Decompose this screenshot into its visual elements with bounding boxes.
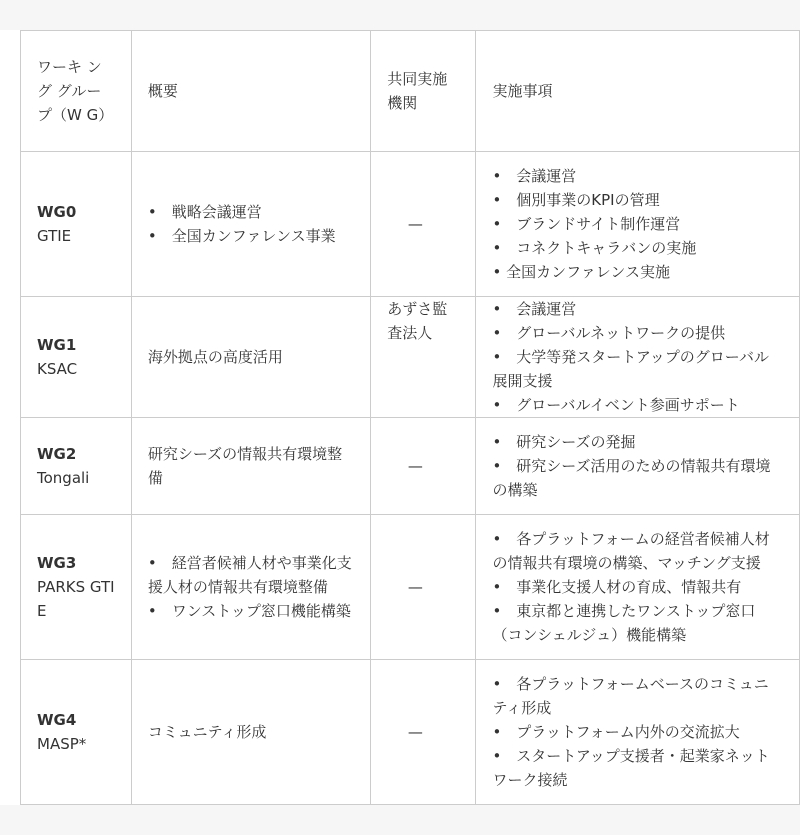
list-item: • ワンストップ窓口機能構築	[147, 602, 351, 620]
list-item: • グローバルイベント参画サポート	[492, 396, 740, 414]
header-partner: 共同実施機関	[371, 31, 476, 152]
list-item: • 事業化支援人材の育成、情報共有	[492, 578, 742, 596]
activities-cell	[476, 152, 800, 297]
table-row	[21, 297, 800, 418]
wg-cell	[21, 660, 132, 805]
header-activities: 実施事項	[476, 31, 800, 152]
wg-org: PARKS GTIE	[37, 578, 115, 620]
list-item: • 全国カンファレンス実施	[492, 263, 670, 281]
overview-cell	[131, 152, 370, 297]
activities-cell	[476, 297, 800, 418]
wg-code: WG4	[37, 711, 77, 729]
table-row	[21, 152, 800, 297]
wg-table	[20, 30, 800, 805]
list-item: • 東京都と連携したワンストップ窓口（コンシェルジュ）機能構築	[492, 602, 756, 644]
list-item: • グローバルネットワークの提供	[492, 324, 726, 342]
partner-value: —	[407, 578, 423, 596]
partner-cell	[371, 418, 476, 515]
list-item: コミュニティ形成	[147, 723, 267, 741]
activities-cell	[476, 660, 800, 805]
wg-code: WG2	[37, 445, 77, 463]
wg-code: WG0	[37, 203, 77, 221]
wg-org: GTIE	[37, 227, 72, 245]
wg-cell	[21, 152, 132, 297]
overview-cell	[131, 418, 370, 515]
list-item: • 全国カンファレンス事業	[147, 227, 336, 245]
wg-cell	[21, 297, 132, 418]
wg-cell	[21, 418, 132, 515]
partner-value: —	[407, 457, 423, 475]
list-item: • ブランドサイト制作運営	[492, 215, 681, 233]
wg-cell	[21, 515, 132, 660]
partner-cell	[371, 297, 476, 418]
partner-cell	[371, 152, 476, 297]
wg-org: MASP*	[37, 735, 87, 753]
list-item: • 戦略会議運営	[147, 203, 262, 221]
header-overview: 概要	[131, 31, 370, 152]
table-header-row	[21, 31, 800, 152]
table-row	[21, 418, 800, 515]
wg-org: KSAC	[37, 360, 78, 378]
partner-value: —	[407, 723, 423, 741]
list-item: • 経営者候補人材や事業化支援人材の情報共有環境整備	[147, 554, 352, 596]
list-item: • 個別事業のKPIの管理	[492, 191, 660, 209]
table-row	[21, 515, 800, 660]
partner-value: —	[407, 215, 423, 233]
activities-cell	[476, 418, 800, 515]
list-item: • スタートアップ支援者・起業家ネットワーク接続	[492, 747, 770, 789]
list-item: 研究シーズの情報共有環境整備	[147, 445, 343, 487]
wg-org: Tongali	[37, 469, 90, 487]
header-wg: ワーキ ング グループ（W G）	[21, 31, 132, 152]
list-item: • 研究シーズ活用のための情報共有環境の構築	[492, 457, 771, 499]
list-item: • 研究シーズの発掘	[492, 433, 636, 451]
table-row	[21, 660, 800, 805]
list-item: • 会議運営	[492, 167, 577, 185]
partner-cell	[371, 660, 476, 805]
list-item: • コネクトキャラバンの実施	[492, 239, 697, 257]
overview-cell	[131, 515, 370, 660]
list-item: • プラットフォーム内外の交流拡大	[492, 723, 740, 741]
list-item: 海外拠点の高度活用	[147, 348, 283, 366]
list-item: • 大学等発スタートアップのグローバル展開支援	[492, 348, 770, 390]
list-item: • 各プラットフォームベースのコミュニティ形成	[492, 675, 769, 717]
wg-code: WG3	[37, 554, 77, 572]
activities-cell	[476, 515, 800, 660]
overview-cell	[131, 297, 370, 418]
list-item: • 会議運営	[492, 300, 577, 318]
partner-value: あずさ監査法人	[387, 300, 448, 342]
wg-code: WG1	[37, 336, 77, 354]
overview-cell	[131, 660, 370, 805]
list-item: • 各プラットフォームの経営者候補人材の情報共有環境の構築、マッチング支援	[492, 530, 770, 572]
partner-cell	[371, 515, 476, 660]
